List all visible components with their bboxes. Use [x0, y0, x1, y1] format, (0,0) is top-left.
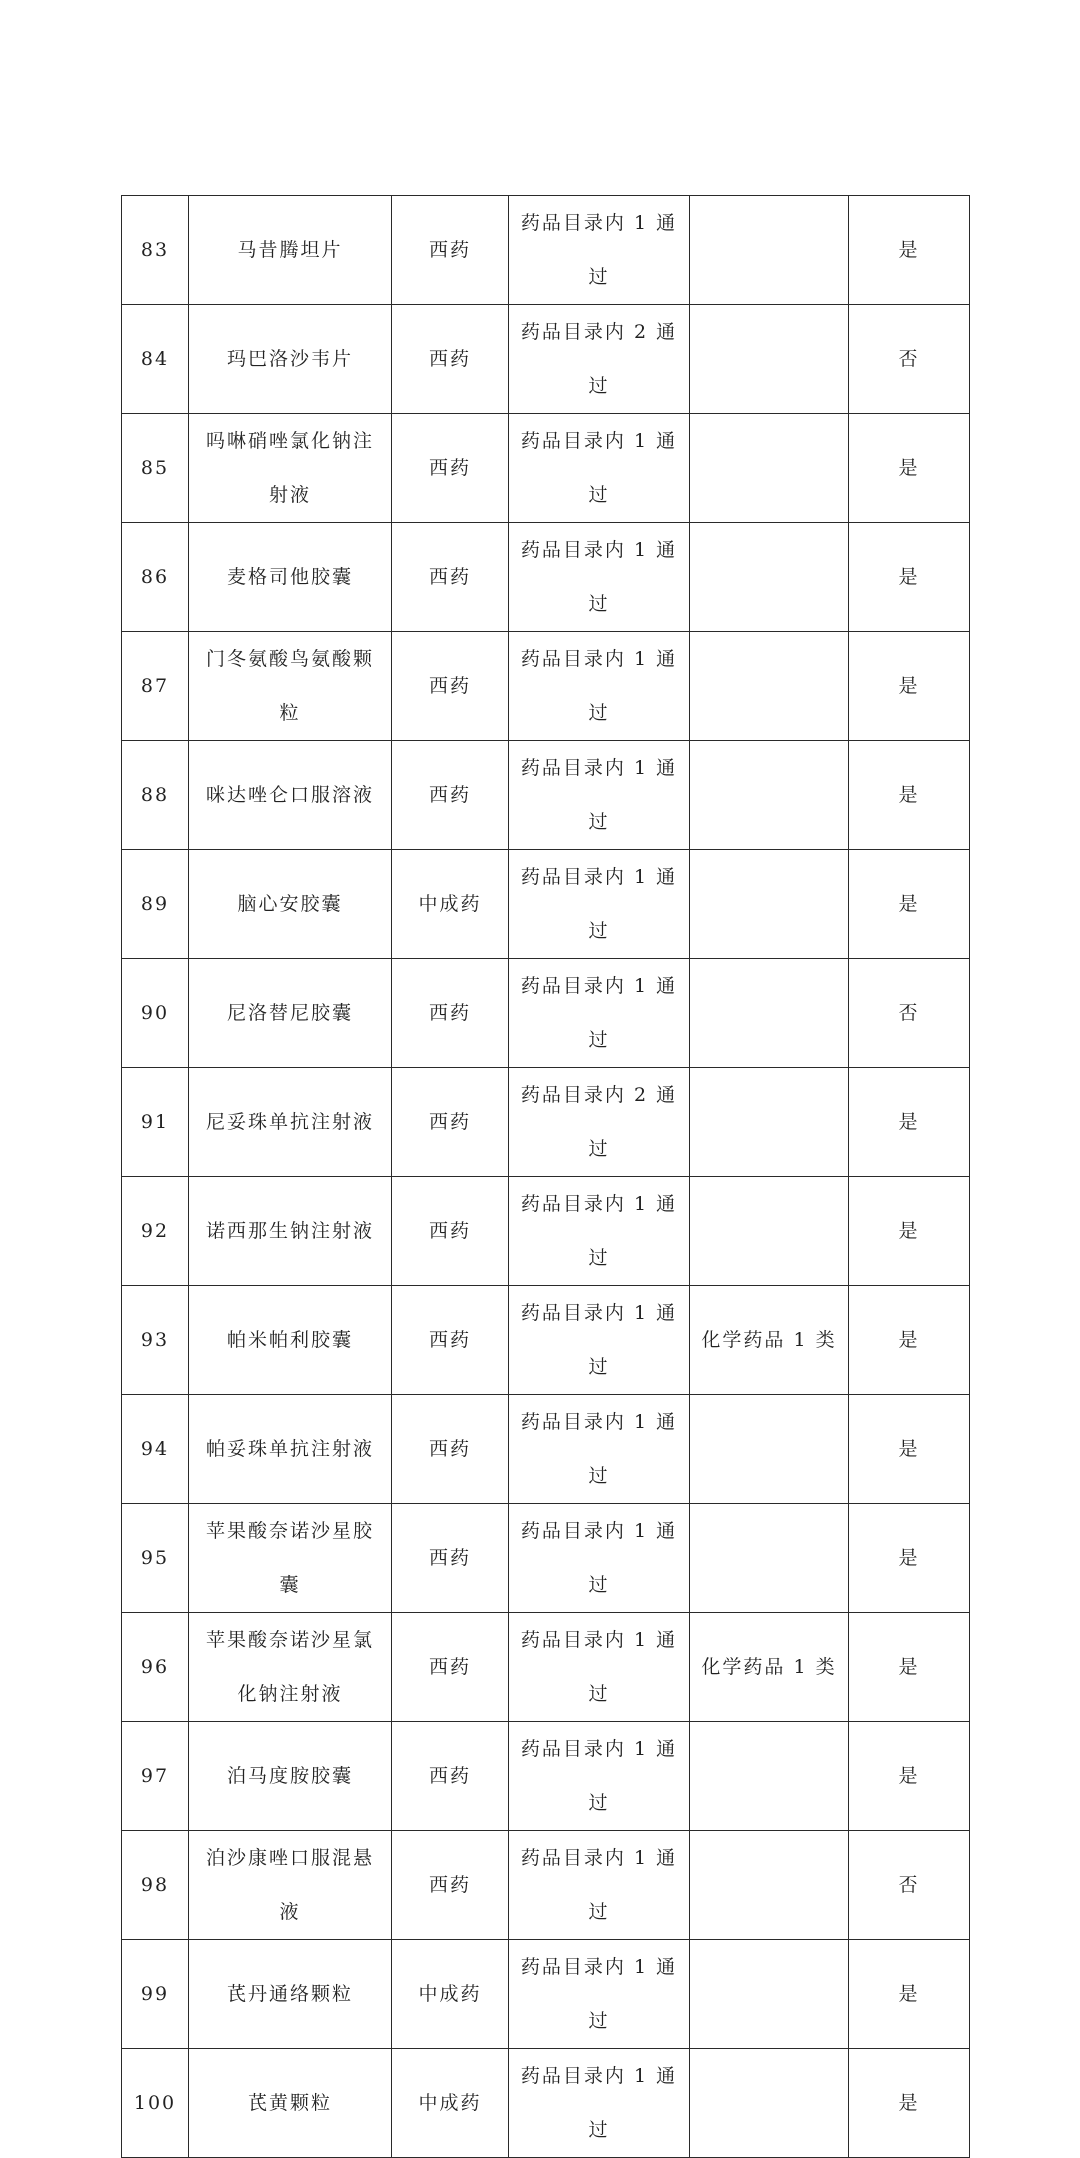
catalog-status: 药品目录内 1 通过: [509, 1286, 690, 1395]
drug-class: [690, 414, 849, 523]
drug-type: 中成药: [392, 850, 509, 959]
flag-value: 是: [849, 1068, 970, 1177]
flag-value: 是: [849, 1286, 970, 1395]
drug-type: 西药: [392, 1177, 509, 1286]
table-row: [122, 850, 970, 959]
flag-value: 是: [849, 1613, 970, 1722]
drug-type: 西药: [392, 1504, 509, 1613]
table-row: [122, 2049, 970, 2158]
table-row: [122, 1613, 970, 1722]
flag-value: 否: [849, 1831, 970, 1940]
flag-value: 是: [849, 632, 970, 741]
table-row: [122, 1722, 970, 1831]
drug-class: [690, 850, 849, 959]
drug-class: [690, 632, 849, 741]
row-number: 83: [122, 196, 189, 305]
catalog-status: 药品目录内 1 通过: [509, 1395, 690, 1504]
catalog-status: 药品目录内 1 通过: [509, 523, 690, 632]
table-row: [122, 196, 970, 305]
drug-type: 西药: [392, 1831, 509, 1940]
drug-name: 苹果酸奈诺沙星氯化钠注射液: [189, 1613, 392, 1722]
row-number: 91: [122, 1068, 189, 1177]
catalog-status: 药品目录内 1 通过: [509, 1613, 690, 1722]
drug-class: [690, 1395, 849, 1504]
flag-value: 是: [849, 850, 970, 959]
drug-table: [121, 195, 970, 2158]
table-row: [122, 1068, 970, 1177]
drug-class: [690, 305, 849, 414]
table-row: [122, 741, 970, 850]
row-number: 84: [122, 305, 189, 414]
table-row: [122, 1504, 970, 1613]
drug-type: 西药: [392, 632, 509, 741]
drug-name: 尼妥珠单抗注射液: [189, 1068, 392, 1177]
drug-type: 西药: [392, 305, 509, 414]
drug-class: [690, 523, 849, 632]
row-number: 95: [122, 1504, 189, 1613]
row-number: 87: [122, 632, 189, 741]
drug-name: 帕米帕利胶囊: [189, 1286, 392, 1395]
drug-name: 苹果酸奈诺沙星胶囊: [189, 1504, 392, 1613]
drug-name: 门冬氨酸鸟氨酸颗粒: [189, 632, 392, 741]
row-number: 98: [122, 1831, 189, 1940]
drug-name: 芪丹通络颗粒: [189, 1940, 392, 2049]
flag-value: 是: [849, 523, 970, 632]
drug-class: 化学药品 1 类: [690, 1613, 849, 1722]
table-row: [122, 1940, 970, 2049]
drug-class: [690, 196, 849, 305]
row-number: 97: [122, 1722, 189, 1831]
drug-type: 西药: [392, 414, 509, 523]
flag-value: 否: [849, 305, 970, 414]
flag-value: 是: [849, 1940, 970, 2049]
drug-class: [690, 1504, 849, 1613]
drug-type: 西药: [392, 196, 509, 305]
flag-value: 是: [849, 1177, 970, 1286]
table-row: [122, 632, 970, 741]
table-row: [122, 1395, 970, 1504]
drug-name: 尼洛替尼胶囊: [189, 959, 392, 1068]
drug-type: 西药: [392, 1613, 509, 1722]
drug-name: 诺西那生钠注射液: [189, 1177, 392, 1286]
drug-table-body: [122, 196, 970, 2158]
catalog-status: 药品目录内 1 通过: [509, 1722, 690, 1831]
drug-name: 泊马度胺胶囊: [189, 1722, 392, 1831]
catalog-status: 药品目录内 1 通过: [509, 850, 690, 959]
drug-name: 玛巴洛沙韦片: [189, 305, 392, 414]
row-number: 90: [122, 959, 189, 1068]
drug-type: 西药: [392, 1722, 509, 1831]
drug-name: 帕妥珠单抗注射液: [189, 1395, 392, 1504]
row-number: 96: [122, 1613, 189, 1722]
drug-name: 脑心安胶囊: [189, 850, 392, 959]
drug-class: [690, 1722, 849, 1831]
catalog-status: 药品目录内 1 通过: [509, 1177, 690, 1286]
flag-value: 是: [849, 196, 970, 305]
catalog-status: 药品目录内 2 通过: [509, 305, 690, 414]
drug-type: 西药: [392, 741, 509, 850]
flag-value: 是: [849, 1395, 970, 1504]
drug-name: 吗啉硝唑氯化钠注射液: [189, 414, 392, 523]
table-row: [122, 414, 970, 523]
flag-value: 是: [849, 414, 970, 523]
table-row: [122, 305, 970, 414]
drug-type: 西药: [392, 1068, 509, 1177]
catalog-status: 药品目录内 1 通过: [509, 741, 690, 850]
flag-value: 是: [849, 1722, 970, 1831]
catalog-status: 药品目录内 1 通过: [509, 2049, 690, 2158]
drug-type: 西药: [392, 523, 509, 632]
drug-class: 化学药品 1 类: [690, 1286, 849, 1395]
drug-type: 中成药: [392, 2049, 509, 2158]
row-number: 85: [122, 414, 189, 523]
table-row: [122, 523, 970, 632]
drug-class: [690, 959, 849, 1068]
catalog-status: 药品目录内 1 通过: [509, 959, 690, 1068]
table-row: [122, 959, 970, 1068]
flag-value: 是: [849, 1504, 970, 1613]
drug-type: 西药: [392, 1395, 509, 1504]
drug-class: [690, 1177, 849, 1286]
drug-class: [690, 1940, 849, 2049]
catalog-status: 药品目录内 1 通过: [509, 632, 690, 741]
drug-type: 西药: [392, 1286, 509, 1395]
drug-class: [690, 2049, 849, 2158]
drug-class: [690, 741, 849, 850]
table-row: [122, 1177, 970, 1286]
drug-class: [690, 1831, 849, 1940]
drug-class: [690, 1068, 849, 1177]
catalog-status: 药品目录内 1 通过: [509, 414, 690, 523]
flag-value: 否: [849, 959, 970, 1068]
drug-name: 泊沙康唑口服混悬液: [189, 1831, 392, 1940]
drug-type: 中成药: [392, 1940, 509, 2049]
row-number: 92: [122, 1177, 189, 1286]
drug-name: 芪黄颗粒: [189, 2049, 392, 2158]
drug-name: 咪达唑仑口服溶液: [189, 741, 392, 850]
flag-value: 是: [849, 2049, 970, 2158]
drug-name: 马昔腾坦片: [189, 196, 392, 305]
row-number: 88: [122, 741, 189, 850]
drug-type: 西药: [392, 959, 509, 1068]
row-number: 89: [122, 850, 189, 959]
row-number: 99: [122, 1940, 189, 2049]
catalog-status: 药品目录内 2 通过: [509, 1068, 690, 1177]
flag-value: 是: [849, 741, 970, 850]
table-row: [122, 1831, 970, 1940]
catalog-status: 药品目录内 1 通过: [509, 1504, 690, 1613]
row-number: 93: [122, 1286, 189, 1395]
row-number: 86: [122, 523, 189, 632]
table-row: [122, 1286, 970, 1395]
row-number: 94: [122, 1395, 189, 1504]
catalog-status: 药品目录内 1 通过: [509, 196, 690, 305]
catalog-status: 药品目录内 1 通过: [509, 1831, 690, 1940]
catalog-status: 药品目录内 1 通过: [509, 1940, 690, 2049]
drug-name: 麦格司他胶囊: [189, 523, 392, 632]
row-number: 100: [122, 2049, 189, 2158]
